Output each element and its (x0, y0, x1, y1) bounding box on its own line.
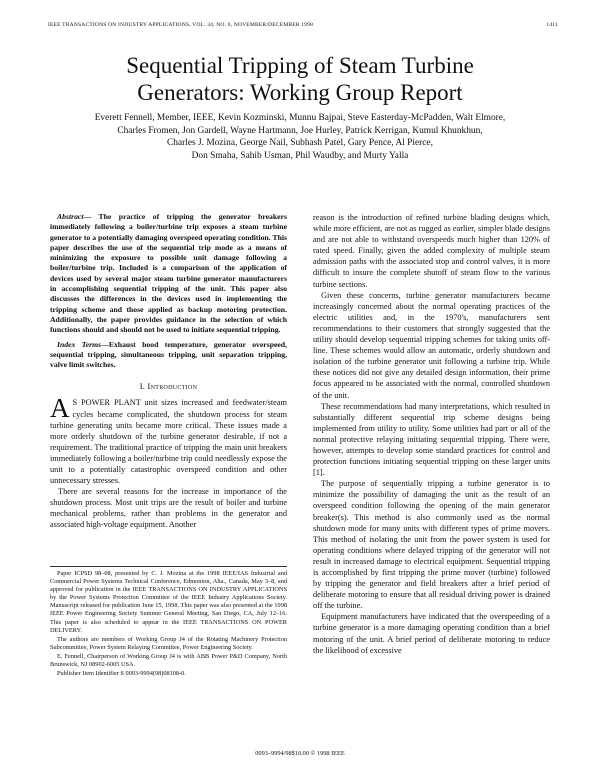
index-terms-text: —Exhaust hood temperature, generator overspeed, sequential tripping, simultaneous tripping, unit separation tripping, valve limit switches. (50, 339, 288, 370)
author-line-4: Don Smaha, Sahib Usman, Phil Waudby, and Murty Yalla (191, 150, 409, 161)
footnote-rule (50, 566, 287, 567)
paper-title (40, 52, 560, 106)
right-paragraph-5: Equipment manufacturers have indicated that the overspeeding of a turbine generator is a more damaging operating condition than a brief motoring of the unit. A brief period of deliberate motoring to reduce the likelihood of excessive (313, 612, 550, 655)
right-column (313, 212, 550, 656)
index-terms-label: Index Terms (57, 339, 102, 349)
footnote-3: E. Fennell, Chairperson of Working Group J4 is with ABB Power P&D Company, North Brunswick, NJ 08902-6005 USA. (50, 652, 287, 669)
title-line-1: Sequential Tripping of Steam Turbine (126, 53, 474, 78)
journal-citation: IEEE TRANSACTIONS ON INDUSTRY APPLICATIONS, VOL. 34, NO. 6, NOVEMBER/DECEMBER 1998 (48, 22, 314, 28)
copyright-footer: 0093–9994/98$10.00 © 1998 IEEE (255, 750, 345, 757)
right-paragraph-1: reason is the introduction of refined turbine blading designs which, while more efficient, are not as rugged as earlier, simpler blade designs and are not able to withstand overspeeds much higher than 120% of rated speed. Finally, given the added complexity of multiple steam admission paths with the associated stop and control valves, it is more difficult to insure the complete shutoff of steam flow to the various turbine sections. (313, 213, 550, 289)
footnotes (50, 566, 287, 679)
section-heading: I. Introduction (139, 382, 198, 392)
abstract-label: Abstract— (57, 212, 92, 221)
author-line-3: Charles J. Mozina, George Nail, Subhash Patel, Gary Pence, Al Pierce, (167, 138, 433, 149)
abstract (50, 212, 287, 336)
author-list (40, 112, 560, 162)
page-number: 1411 (546, 22, 558, 28)
footnote-4: Publisher Item Identifier S 0093-9994(98)08108-0. (57, 670, 186, 678)
footnote-2: The authors are members of Working Group J4 of the Rotating Machinery Protection Subcommittee, Power System Relaying Committee, Power Engineering Society. (50, 635, 287, 651)
right-paragraph-3: These recommendations had many interpretations, which resulted in substantially different sequential trip scheme designs being implemented from utility to utility. Some utilities had part or all of the normal protective relaying initiating sequential tripping. There were, however, attempts to develop some standard practices for control and protection functions initiating sequential tripping on these larger units [1]. (313, 401, 550, 478)
intro-paragraph-1 (50, 393, 287, 486)
title-line-2: Generators: Working Group Report (137, 80, 463, 105)
author-line-1: Everett Fennell, Member, IEEE, Kevin Kozminski, Munnu Bajpai, Steve Easterday-McPadden, Walt Elmore, (94, 113, 506, 123)
running-header (48, 22, 558, 28)
index-terms (50, 340, 287, 371)
left-column (50, 212, 287, 531)
drop-cap: A (50, 393, 70, 424)
intro-paragraph-2: There are several reasons for the increase in importance of the shutdown process. Most unit trips are the result of boiler and turbine mechanical problems, rather than problems in the generator and associated high-voltage equipment. Another (50, 487, 287, 530)
right-paragraph-4: The purpose of sequentially tripping a turbine generator is to minimize the possibility of damaging the unit as the result of an overspeed condition following the opening of the main generator breaker(s). This method is also commonly used as the normal shutdown mode for many units with different types of prime movers. This method of isolating the unit from the power system is used for operating conditions where delayed tripping of the generator will not result in increased damage to electrical equipment. Sequential tripping is accomplished by first tripping the prime mover (turbine) followed by tripping the generator and field breakers after a brief period of deliberate motoring to ensure that all residual driving power is drained off the turbine. (313, 479, 550, 611)
author-line-2: Charles Fromen, Jon Gardell, Wayne Hartmann, Joe Hurley, Patrick Kerrigan, Kumul Khunkhun, (117, 125, 483, 136)
intro-paragraph-1-text: S POWER PLANT unit sizes increased and feedwater/steam cycles became complicated, the shutdown process for steam turbine generating units became more critical. These issues made a more orderly shutdown of the turbine generator desirable, if not a requirement. The traditional practice of tripping the main unit breakers immediately following a boiler/turbine trip could needlessly expose the unit to a potentially catastrophic overspeed condition and other unnecessary stresses. (50, 398, 287, 486)
right-paragraph-2: Given these concerns, turbine generator manufacturers became increasingly concerned about the normal operating practices of the electric utilities and, in the 1970's, manufacturers sent recommendations to their customers that strongly suggested that the utility should develop sequential tripping schemes for taking units off-line. These schemes would allow an automatic, orderly shutdown and isolation of the turbine generator unit following a turbine trip. While these notices did not give any detailed design information, their prime focus appeared to be associated with the normal, controlled shutdown of the unit. (313, 290, 550, 400)
abstract-text: The practice of tripping the generator breakers immediately following a boiler/turbine trip exposes a steam turbine generator to a potentially damaging overspeed operating condition. This paper describes the use of the sequential trip mode as a means of minimizing the exposure to possible unit damage following a boiler/turbine trip. Included is a comparison of the application of devices used by several major steam turbine generator manufacturers in accomplishing sequential tripping of the unit. This paper also discusses the differences in the devices used in implementing the tripping scheme and those applied as backup motoring protection. Additionally, the paper provides guidance in the selection of which functions should and should not be used to initiate sequential tripping. (50, 212, 287, 335)
footnote-1: Paper ICPSD 98–08, presented by C. J. Mozina at the 1998 IEEE/IAS Industrial and Commercial Power Systems Technical Conference, Edmonton, Alta., Canada, May 3–8, and approved for publication in the IEEE TRANSACTIONS ON INDUSTRY APPLICATIONS by the Power Systems Protection Committee of the IEEE Industry Applications Society. Manuscript released for publication June 15, 1998. This paper was also presented at the 1998 IEEE Power Engineering Society Summer General Meeting, San Diego, CA, July 12–16. This paper is also scheduled to appear in the IEEE TRANSACTIONS ON POWER DELIVERY. (50, 570, 287, 634)
